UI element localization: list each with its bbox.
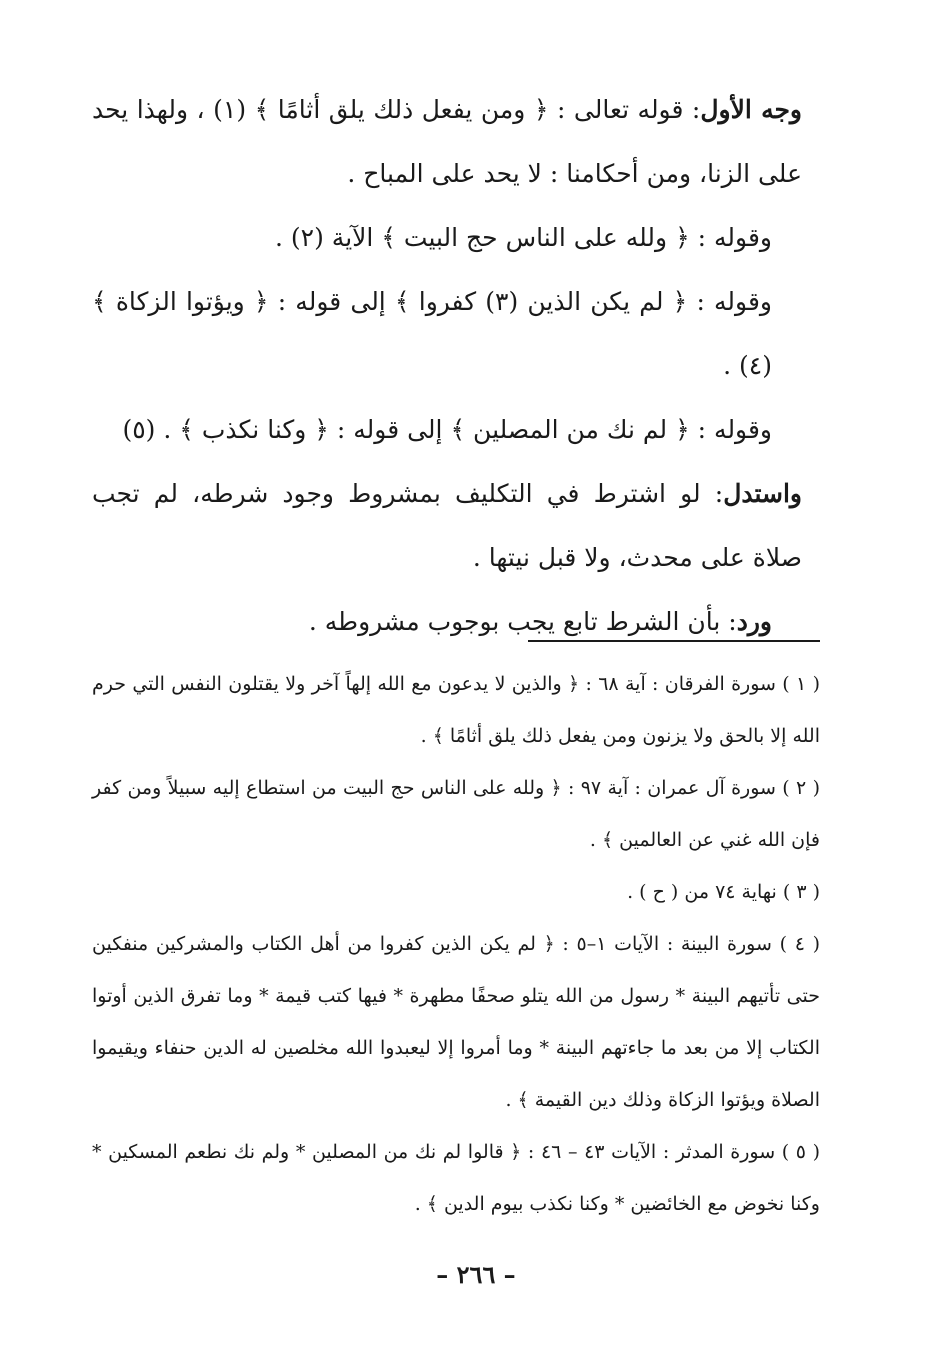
paragraph-quote-muddaththir xyxy=(92,398,802,462)
lead-word: وجه الأول xyxy=(700,95,803,124)
paragraph-reply xyxy=(92,590,802,654)
footnote-3: ( ٣ ) نهاية ٧٤ من ( ح ) . xyxy=(627,881,820,903)
footnote-5: ( ٥ ) سورة المدثر : الآيات ٤٣ – ٤٦ : ﴿ قالوا لم نك من المصلين * ولم نك نطعم المسكين * وكنا نخوض مع الخائضين * وكنا نكذب بيوم الدين ﴾ . xyxy=(92,1141,820,1215)
lead-word: واستدل xyxy=(723,479,802,508)
paragraph-quote-bayyina xyxy=(92,270,802,398)
paragraph-text: وقوله : ﴿ لم نك من المصلين ﴾ إلى قوله : ﴿ وكنا نكذب ﴾ . (٥) xyxy=(122,415,772,444)
footnote-separator xyxy=(528,640,820,642)
lead-word: ورد xyxy=(736,607,772,636)
paragraph-text: : لو اشترط في التكليف بمشروط وجود شرطه، لم تجب صلاة على محدث، ولا قبل نيتها . xyxy=(92,479,802,572)
paragraph-quote-hajj xyxy=(92,206,802,270)
footnote-2: ( ٢ ) سورة آل عمران : آية ٩٧ : ﴿ ولله على الناس حج البيت من استطاع إليه سبيلاً ومن كفر فإن الله غني عن العالمين ﴾ . xyxy=(92,777,820,851)
paragraph-first-aspect xyxy=(92,78,802,206)
paragraph-text: وقوله : ﴿ لم يكن الذين (٣) كفروا ﴾ إلى قوله : ﴿ ويؤتوا الزكاة ﴾ (٤) . xyxy=(92,287,772,380)
paragraph-text: : قوله تعالى : ﴿ ومن يفعل ذلك يلق أثامًا ﴾ (١) ، ولهذا يحد على الزنا، ومن أحكامنا : لا يحد على المباح . xyxy=(92,95,802,188)
footnotes xyxy=(92,658,820,1230)
main-text xyxy=(92,78,802,654)
page-number: – ٢٦٦ – xyxy=(436,1260,516,1289)
footnote-4: ( ٤ ) سورة البينة : الآيات ١–٥ : ﴿ لم يكن الذين كفروا من أهل الكتاب والمشركين منفكين حتى تأتيهم البينة * رسول من الله يتلو صحفًا مطهرة * فيها كتب قيمة * وما تفرق الذين أوتوا الكتاب إلا من بعد ما جاءتهم البينة * وما أمروا إلا ليعبدوا الله مخلصين له الدين حنفاء ويقيموا الصلاة ويؤتوا الزكاة وذلك دين القيمة ﴾ . xyxy=(92,933,820,1111)
paragraph-objection xyxy=(92,462,802,590)
paragraph-text: : بأن الشرط تابع يجب بوجوب مشروطه . xyxy=(308,607,737,636)
footnote-1: ( ١ ) سورة الفرقان : آية ٦٨ : ﴿ والذين لا يدعون مع الله إلهاً آخر ولا يقتلون النفس التي حرم الله إلا بالحق ولا يزنون ومن يفعل ذلك يلق أثامًا ﴾ . xyxy=(92,673,820,747)
paragraph-text: وقوله : ﴿ ولله على الناس حج البيت ﴾ الآية (٢) . xyxy=(275,223,772,252)
